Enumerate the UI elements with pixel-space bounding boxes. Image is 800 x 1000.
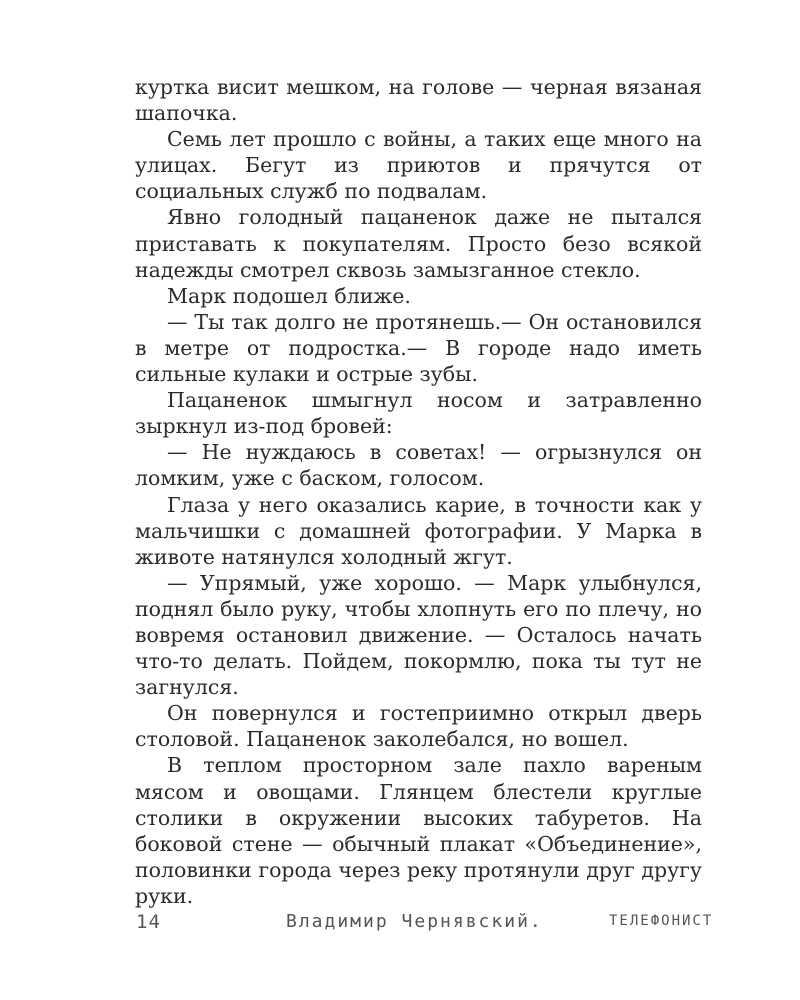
paragraph: — Не нуждаюсь в советах! — огрызнулся он ломким, уже с баском, голосом. (135, 440, 702, 491)
paragraph: Он повернулся и гостеприимно открыл дверь столовой. Пацаненок заколебался, но вошел. (135, 701, 702, 752)
paragraph: — Упрямый, уже хорошо. — Марк улыбнулся, поднял было руку, чтобы хлопнуть его по плечу, но вовремя остановил движение. — Осталось начать что-то делать. Пойдем, покормлю, пока ты тут не загнулся. (135, 570, 702, 700)
paragraph: Марк подошел ближе. (167, 283, 411, 308)
author-name: Владимир Чернявский. (286, 911, 543, 932)
paragraph: Глаза у него оказались карие, в точности как у мальчишки с домашней фотографии. У Марка в животе натянулся холодный жгут. (135, 492, 702, 569)
paragraph: Пацаненок шмыгнул носом и затравленно зыркнул из-под бровей: (135, 388, 702, 439)
paragraph: Семь лет прошло с войны, а таких еще много на улицах. Бегут из приютов и прячутся от социальных служб по подвалам. (135, 127, 702, 204)
paragraph: — Ты так долго не протянешь.— Он остановился в метре от подростка.— В городе надо иметь сильные кулаки и острые зубы. (135, 309, 702, 387)
paragraph: Явно голодный пацаненок даже не пытался приставать к покупателям. Просто безо всякой надежды смотрел сквозь замызганное стекло. (135, 205, 702, 282)
paragraph: В теплом просторном зале пахло вареным мясом и овощами. Глянцем блестели круглые столики в окружении высоких табуретов. На боковой стене — обычный плакат «Объединение», половинки города через реку протянули друг другу руки. (135, 753, 702, 908)
book-title: ТЕЛЕФОНИСТ (609, 913, 714, 929)
page-number: 14 (136, 911, 161, 933)
book-text-body (135, 74, 702, 909)
page-footer (136, 911, 714, 937)
paragraph: куртка висит мешком, на голове — черная вязаная шапочка. (135, 75, 702, 126)
